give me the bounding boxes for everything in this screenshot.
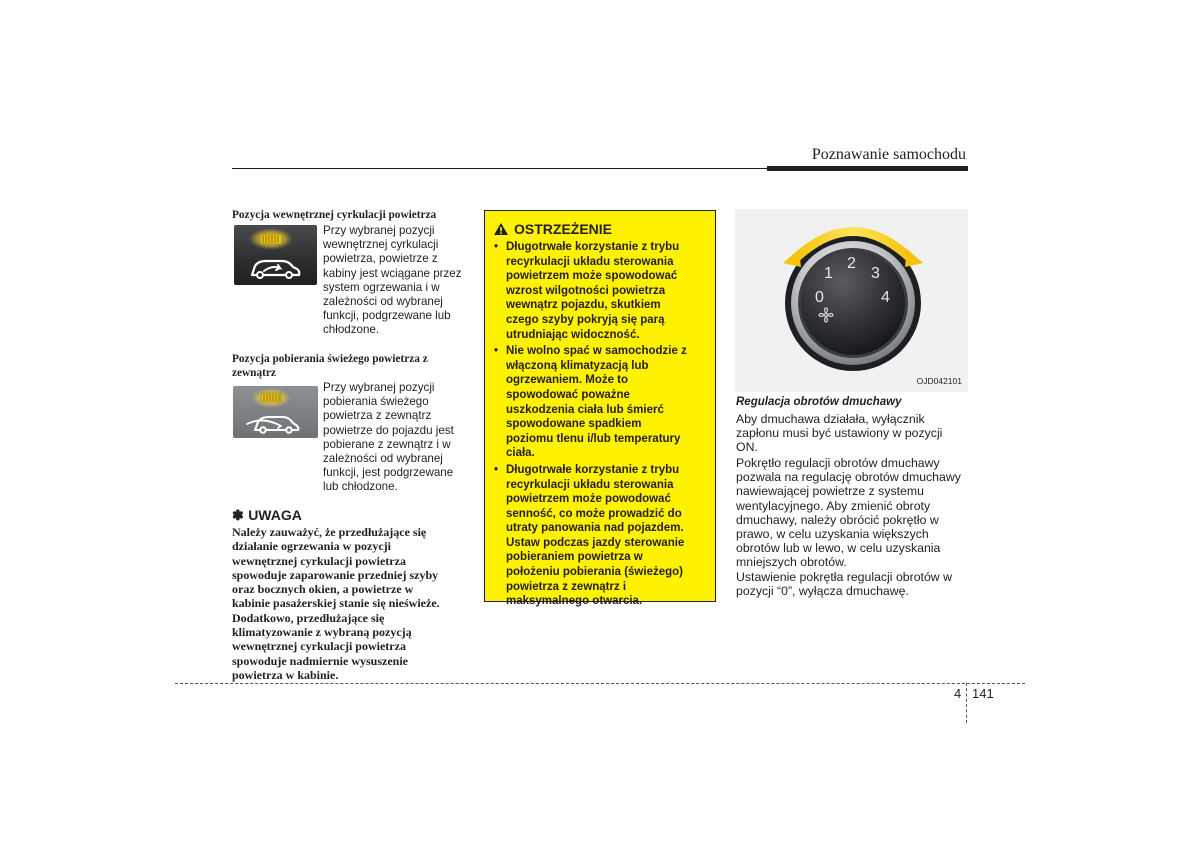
section-recirculation-heading: Pozycja wewnętrznej cyrkulacji powietrza bbox=[232, 209, 437, 221]
knob-label-1: 1 bbox=[824, 265, 833, 282]
text-line: działanie ogrzewania w pozycji bbox=[232, 539, 391, 554]
text-line: wzrost wilgotności powietrza bbox=[506, 284, 666, 297]
text-line: Przy wybranej pozycji bbox=[323, 224, 435, 237]
blower-para-3 bbox=[736, 570, 968, 598]
text-line: Aby dmuchawa działała, wyłącznik bbox=[736, 412, 925, 426]
text-line: powietrza w kabinie. bbox=[232, 667, 339, 682]
text-line: wewnętrznej cyrkulacji powietrza bbox=[232, 553, 406, 568]
note-heading bbox=[232, 507, 302, 525]
knob-label-3: 3 bbox=[871, 265, 880, 282]
text-line: zależności od wybranej bbox=[323, 295, 443, 309]
text-line: czego szyby pokryją się parą bbox=[506, 313, 665, 326]
section-recirculation-text bbox=[323, 224, 464, 338]
text-line: włączoną klimatyzacją lub bbox=[506, 359, 649, 372]
text-line: powietrzem może powodować bbox=[506, 493, 671, 506]
text-line: • Długotrwałe korzystanie z trybu bbox=[506, 463, 680, 476]
text-line: ciała. bbox=[506, 447, 535, 460]
text-line: spowodowane spadkiem bbox=[506, 418, 642, 431]
warning-list bbox=[494, 240, 708, 611]
knob-label-2: 2 bbox=[847, 255, 856, 272]
text-line: funkcji, podgrzewane lub bbox=[323, 309, 451, 323]
text-line: powietrzem może spowodować bbox=[506, 270, 678, 283]
text-line: recyrkulacji układu sterowania bbox=[506, 478, 674, 491]
text-line: utraty panowania nad pojazdem. bbox=[506, 522, 684, 535]
text-line: spowoduje nadmiernie wysuszenie bbox=[232, 653, 409, 668]
footer-dotted-rule bbox=[175, 683, 1025, 684]
photo-code: OJD042101 bbox=[916, 376, 962, 386]
text-line: recyrkulacji układu sterowania bbox=[506, 255, 674, 268]
note-title: UWAGA bbox=[248, 507, 302, 523]
heading-line: Pozycja pobierania świeżego powietrza z bbox=[232, 353, 428, 365]
warning-item bbox=[494, 240, 708, 342]
text-line: klimatyzowanie z wybraną pozycją bbox=[232, 625, 412, 640]
text-line: prawo, w celu uzyskania większych bbox=[736, 527, 929, 542]
text-line: obrotów lub w lewo, w celu uzyskania bbox=[736, 541, 941, 556]
warning-triangle-icon bbox=[493, 222, 509, 236]
text-line: uszkodzenia ciała lub śmierć bbox=[506, 403, 664, 416]
text-line: wewnętrznej cyrkulacji powietrza bbox=[232, 639, 406, 654]
text-line: Dodatkowo, przedłużające się bbox=[232, 610, 385, 625]
section-fresh-air-heading bbox=[232, 352, 472, 380]
text-line: wentylacyjnego. Aby zmienić obroty bbox=[736, 498, 931, 513]
text-line: pobieraniem powietrza w bbox=[506, 551, 643, 564]
text-line: senność, co może prowadzić do bbox=[506, 507, 682, 520]
text-line: mniejszych obrotów. bbox=[736, 555, 847, 570]
recirculation-mode-icon bbox=[234, 225, 317, 285]
text-line: Należy zauważyć, że przedłużające się bbox=[232, 525, 427, 539]
text-line: spowoduje zaparowanie przedniej szyby bbox=[232, 567, 439, 582]
text-line: ON. bbox=[736, 440, 758, 455]
section-fresh-air-text bbox=[323, 381, 464, 495]
text-line: pobierane z zewnątrz i w bbox=[323, 437, 451, 451]
text-line: chłodzone. bbox=[323, 323, 380, 337]
text-line: położeniu pobierania (świeżego) bbox=[506, 566, 683, 579]
text-line: pozycji “0”, wyłącza dmuchawę. bbox=[736, 584, 909, 599]
text-line: powietrza z zewnątrz i bbox=[506, 580, 627, 593]
text-line: spowodować poważne bbox=[506, 388, 630, 401]
text-line: kabiny jest wciągane przez bbox=[323, 266, 462, 280]
text-line: ogrzewaniem. Może to bbox=[506, 374, 629, 387]
text-line: powietrze do pojazdu jest bbox=[323, 423, 454, 437]
blower-knob-photo bbox=[735, 209, 968, 392]
text-line: powietrza z zewnątrz bbox=[323, 409, 432, 423]
header-rule-accent bbox=[767, 166, 968, 171]
text-line: zależności od wybranej bbox=[323, 452, 443, 466]
text-line: poziomu tlenu i/lub temperatury bbox=[506, 432, 681, 445]
text-line: Pokrętło regulacji obrotów dmuchawy bbox=[736, 456, 940, 470]
text-line: powietrza, powietrze z bbox=[323, 252, 438, 266]
warning-box bbox=[484, 210, 716, 608]
warning-title: OSTRZEŻENIE bbox=[514, 221, 613, 237]
blower-para-2 bbox=[736, 456, 968, 570]
text-line: funkcji, jest podgrzewane bbox=[323, 466, 454, 480]
text-line: kabinie pasażerskiej stanie się nieświeże. bbox=[232, 596, 440, 611]
text-line: Ustawienie pokrętła regulacji obrotów w bbox=[736, 570, 952, 584]
note-text bbox=[232, 525, 464, 682]
text-line: lub chłodzone. bbox=[323, 480, 398, 494]
text-line: wewnątrz pojazdu, skutkiem bbox=[506, 299, 661, 312]
text-line: pozwala na regulację obrotów dmuchawy bbox=[736, 470, 961, 485]
photo-caption: Regulacja obrotów dmuchawy bbox=[736, 396, 902, 408]
warning-header bbox=[493, 221, 612, 237]
text-line: • Długotrwałe korzystanie z trybu bbox=[506, 241, 680, 253]
heading-line: zewnątrz bbox=[232, 367, 276, 379]
warning-item bbox=[494, 344, 708, 461]
knob-label-4: 4 bbox=[881, 289, 890, 306]
text-line: oraz bocznych okien, a powietrze w bbox=[232, 582, 414, 597]
chapter-number: 4 bbox=[954, 686, 962, 701]
text-line: zapłonu musi być ustawiony w pozycji bbox=[736, 426, 943, 441]
note-asterisk-icon: ✽ bbox=[232, 507, 244, 523]
page-number: 141 bbox=[972, 686, 994, 701]
blower-para-1 bbox=[736, 412, 968, 455]
text-line: • Nie wolno spać w samochodzie z bbox=[506, 345, 687, 358]
fresh-air-mode-icon bbox=[233, 386, 318, 438]
text-line: utrudniając widoczność. bbox=[506, 328, 640, 341]
warning-item bbox=[494, 463, 708, 609]
text-line: Ustaw podczas jazdy sterowanie bbox=[506, 536, 685, 549]
text-line: system ogrzewania i w bbox=[323, 280, 440, 294]
page-header-title: Poznawanie samochodu bbox=[811, 146, 966, 163]
text-line: nawiewającej powietrze z systemu bbox=[736, 484, 924, 499]
text-line: Przy wybranej pozycji bbox=[323, 381, 435, 394]
text-line: maksymalnego otwarcia. bbox=[506, 595, 643, 608]
text-line: dmuchawy, należy obrócić pokrętło w bbox=[736, 512, 939, 527]
footer-dotted-divider bbox=[966, 683, 967, 723]
knob-label-0: 0 bbox=[815, 289, 824, 306]
text-line: wewnętrznej cyrkulacji bbox=[323, 238, 439, 252]
text-line: pobierania świeżego bbox=[323, 395, 429, 409]
